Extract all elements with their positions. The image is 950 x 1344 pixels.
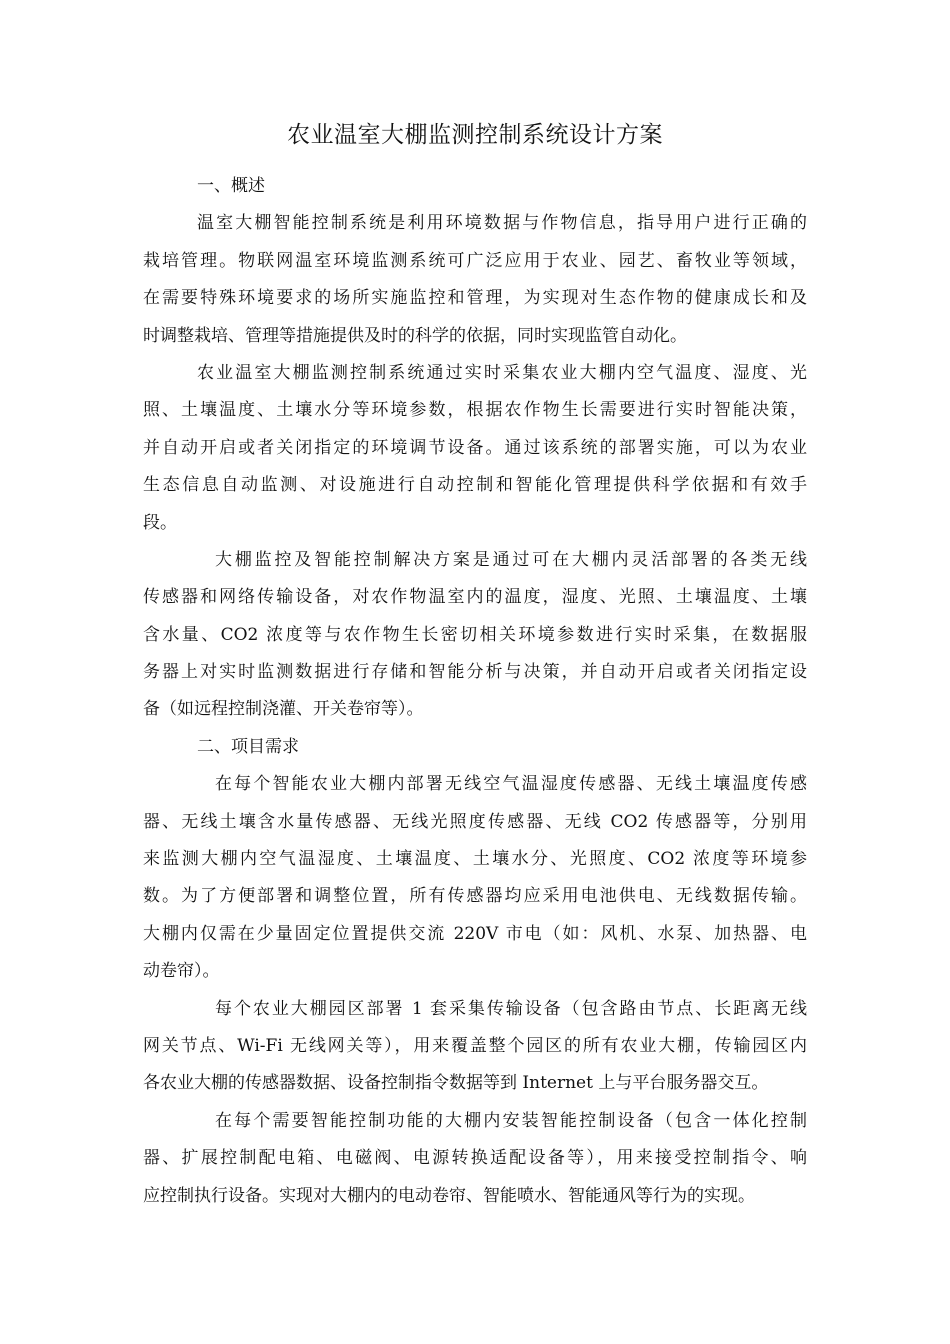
paragraph (143, 542, 807, 729)
paragraph (143, 991, 807, 1103)
paragraph-line: 含水量、CO2 浓度等与农作物生长密切相关环境参数进行实时采集，在数据服 (143, 624, 807, 645)
paragraph-line: 网关节点、Wi-Fi 无线网关等），用来覆盖整个园区的所有农业大棚，传输园区内 (143, 1035, 807, 1056)
paragraph-line: 在每个智能农业大棚内部署无线空气温湿度传感器、无线土壤温度传感 (215, 774, 807, 795)
section-heading-requirements: 二、项目需求 (197, 736, 299, 757)
paragraph-line: 数。为了方便部署和调整位置，所有传感器均应采用电池供电、无线数据传输。 (143, 886, 807, 907)
paragraph-line: 温室大棚智能控制系统是利用环境数据与作物信息，指导用户进行正确的 (197, 213, 807, 234)
paragraph-line: 栽培管理。物联网温室环境监测系统可广泛应用于农业、园艺、畜牧业等领域， (143, 250, 807, 271)
paragraph-line: 传感器和网络传输设备，对农作物温室内的温度，湿度、光照、土壤温度、土壤 (143, 587, 807, 608)
document-body (143, 168, 807, 1215)
paragraph-line: 时调整栽培、管理等措施提供及时的科学的依据，同时实现监管自动化。 (143, 325, 687, 346)
document-title: 农业温室大棚监测控制系统设计方案 (287, 122, 663, 148)
paragraph-line: 生态信息自动监测、对设施进行自动控制和智能化管理提供科学依据和有效手 (143, 475, 807, 496)
section-heading-overview: 一、概述 (197, 176, 265, 196)
paragraph-line: 务器上对实时监测数据进行存储和智能分析与决策，并自动开启或者关闭指定设 (143, 662, 807, 683)
paragraph-line: 来监测大棚内空气温湿度、土壤温度、土壤水分、光照度、CO2 浓度等环境参 (143, 849, 807, 870)
paragraph-line: 在每个需要智能控制功能的大棚内安装智能控制设备（包含一体化控制 (215, 1110, 807, 1131)
paragraph-line: 器、扩展控制配电箱、电磁阀、电源转换适配设备等），用来接受控制指令、响 (143, 1148, 807, 1169)
paragraph-line: 各农业大棚的传感器数据、设备控制指令数据等到 Internet 上与平台服务器交互。 (143, 1073, 769, 1094)
paragraph-line: 备（如远程控制浇灌、开关卷帘等）。 (143, 699, 424, 720)
paragraph-line: 在需要特殊环境要求的场所实施监控和管理，为实现对生态作物的健康成长和及 (143, 288, 807, 309)
paragraph (143, 766, 807, 990)
paragraph-line: 器、无线土壤含水量传感器、无线光照度传感器、无线 CO2 传感器等，分别用 (143, 811, 807, 832)
paragraph-line: 动卷帘）。 (143, 961, 220, 982)
paragraph (143, 205, 807, 355)
paragraph-line: 并自动开启或者关闭指定的环境调节设备。通过该系统的部署实施，可以为农业 (143, 437, 807, 458)
paragraph (143, 355, 807, 542)
paragraph-line: 农业温室大棚监测控制系统通过实时采集农业大棚内空气温度、湿度、光 (197, 362, 807, 383)
paragraph-line: 应控制执行设备。实现对大棚内的电动卷帘、智能喷水、智能通风等行为的实现。 (143, 1185, 755, 1206)
paragraph-line: 每个农业大棚园区部署 1 套采集传输设备（包含路由节点、长距离无线 (215, 998, 807, 1019)
paragraph (143, 1103, 807, 1215)
paragraph-line: 大棚监控及智能控制解决方案是通过可在大棚内灵活部署的各类无线 (215, 549, 807, 570)
paragraph-line: 段。 (143, 512, 177, 533)
paragraph-line: 照、土壤温度、土壤水分等环境参数，根据农作物生长需要进行实时智能决策， (143, 400, 807, 421)
paragraph-line: 大棚内仅需在少量固定位置提供交流 220V 市电（如：风机、水泵、加热器、电 (143, 923, 807, 944)
